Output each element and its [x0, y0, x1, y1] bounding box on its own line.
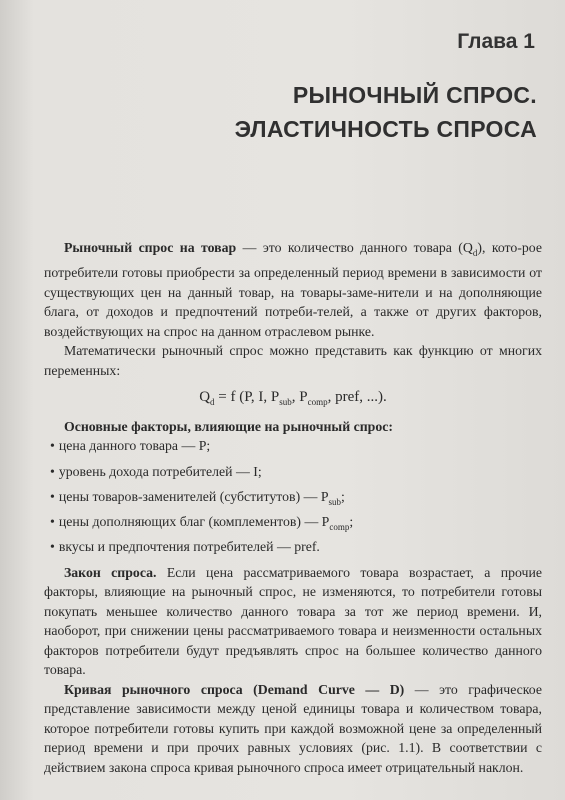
- bullet-icon: •: [50, 539, 55, 555]
- list-item-text: вкусы и предпочтения потребителей — pref.: [58, 539, 320, 555]
- list-item-text: цены товаров-заменителей (субститутов) — P: [58, 488, 329, 504]
- chapter-title-line-2: ЭЛАСТИЧНОСТЬ СПРОСА: [234, 116, 537, 142]
- term-market-demand: Рыночный спрос на товар: [64, 240, 237, 255]
- paragraph-text: — это количество данного товара (Q: [236, 240, 473, 255]
- chapter-title-line-1: РЫНОЧНЫЙ СПРОС.: [292, 82, 537, 108]
- factors-heading: Основные факторы, влияющие на рыночный спрос:: [64, 418, 393, 434]
- paragraph-demand-curve: [44, 680, 542, 778]
- paragraph-text: ), кото-рое потребители готовы приобрести за определенный период времени в зависимости от существующих цен на данный товар, на товары-заме-нители и на дополняющие блага, от доходов и предпочтений потреби-телей, а также от других факторов, воздействующих на спрос на данном отраслевом рынке.: [44, 240, 542, 339]
- body-text: [44, 238, 542, 777]
- term-law-of-demand: Закон спроса.: [64, 564, 157, 580]
- paragraph-law-of-demand: [44, 563, 542, 680]
- paragraph-math: Математически рыночный спрос можно представить как функцию от многих переменных:: [44, 343, 542, 378]
- bullet-icon: •: [50, 488, 55, 504]
- subscript: comp: [329, 521, 350, 532]
- bullet-icon: •: [50, 463, 55, 479]
- formula-part: Q: [199, 389, 211, 406]
- subscript: sub: [328, 496, 342, 507]
- paragraph-text: Если цена рассматриваемого товара возрастает, а прочие факторы, влияющие на рыночный спрос, не изменяются, то потребители готовы покупать меньшее количество данного товара за тот же период времени. И, наоборот, при снижении цены рассматриваемого товара и неизменности остальных факторов потребители будут предъявлять спрос на большее количество данного товара.: [44, 564, 542, 677]
- factors-list: [44, 436, 542, 562]
- list-item: [50, 436, 542, 461]
- list-item-text: цена данного товара — P;: [58, 438, 211, 454]
- formula-subscript: d: [210, 397, 215, 408]
- list-item-text: цены дополняющих благ (комплементов) — P: [58, 514, 330, 529]
- list-item: [50, 512, 542, 537]
- paragraph-text: — это графическое представление зависимости между ценой единицы товара и количеством товара, которое потребители готовы купить при каждой возможной цене за определенный период времени и при прочих равных условиях (рис. 1.1). В соответствии с действием закона спроса кривая рыночного спроса имеет отрицательный наклон.: [44, 681, 542, 775]
- list-item-text: ;: [341, 488, 345, 504]
- formula-subscript: sub: [279, 397, 292, 408]
- formula-part: , P: [291, 389, 308, 406]
- demand-function-formula: [44, 388, 542, 413]
- bullet-icon: •: [50, 438, 55, 454]
- term-demand-curve: Кривая рыночного спроса (Demand Curve — D): [64, 681, 405, 697]
- formula-part: , pref, ...).: [327, 389, 387, 406]
- formula-subscript: comp: [307, 397, 328, 408]
- subscript: d: [472, 247, 478, 258]
- formula-part: = f (P, I, P: [214, 389, 280, 406]
- list-item: [50, 462, 542, 487]
- list-item: [50, 487, 542, 512]
- bullet-icon: •: [50, 514, 55, 529]
- paragraph-market-demand: [44, 238, 542, 341]
- chapter-title: [235, 78, 537, 146]
- list-item-text: ;: [349, 514, 354, 529]
- list-item-text: уровень дохода потребителей — I;: [58, 463, 262, 479]
- chapter-number: Глава 1: [457, 30, 535, 53]
- list-item: [50, 537, 542, 562]
